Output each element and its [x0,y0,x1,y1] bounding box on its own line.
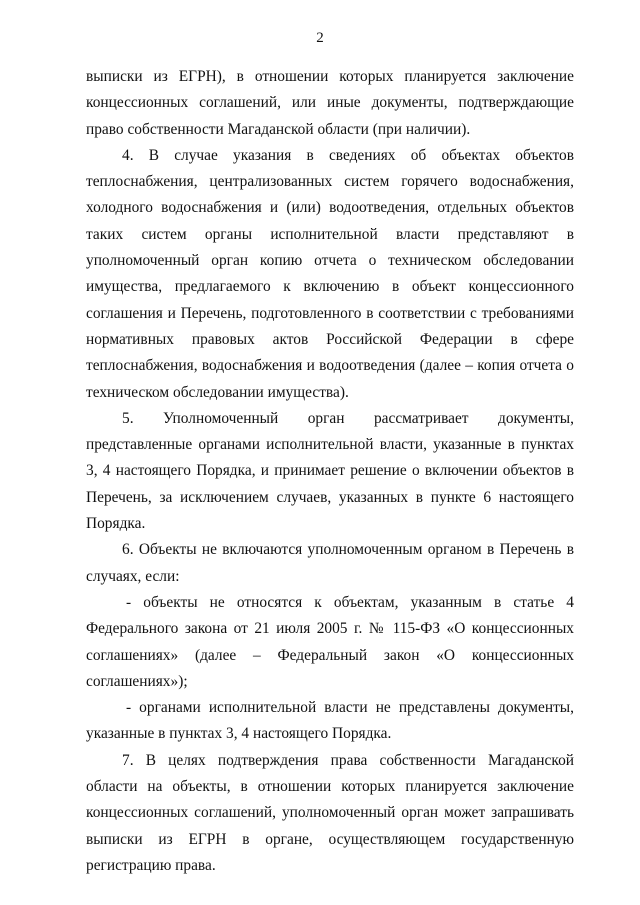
paragraph-continuation: выписки из ЕГРН), в отношении которых планируется заключение концессионных соглашений, или иные документы, подтверждающие право собственности Магаданской области (при наличии). [86,68,574,138]
page-number: 2 [316,30,324,46]
paragraph-item-7: 7. В целях подтверждения права собственности Магаданской области на объекты, в отношении которых планируется заключение концессионных соглашений, уполномоченный орган может запрашивать выписки из ЕГРН в органе, осуществляющем государственную регистрацию права. [86,751,574,874]
paragraph-item-6-subitem-2: - органами исполнительной власти не представлены документы, указанные в пунктах 3, 4 настоящего Порядка. [86,699,574,743]
document-body [86,64,574,879]
paragraph-item-5: 5. Уполномоченный орган рассматривает документы, представленные органами исполнительной власти, указанные в пунктах 3, 4 настоящего Порядка, и принимает решение о включении объектов в Перечень, за исключением случаев, указанных в пункте 6 настоящего Порядка. [86,409,574,533]
paragraph-item-6: 6. Объекты не включаются уполномоченным органом в Перечень в случаях, если: [86,541,574,585]
paragraph-item-4: 4. В случае указания в сведениях об объектах объектов теплоснабжения, централизованных систем горячего водоснабжения, холодного водоснабжения и (или) водоотведения, отдельных объектов таких систем органы исполнительной власти представляют в уполномоченный орган копию отчета о техническом обследовании имущества, предлагаемого к включению в объект концессионного соглашения и Перечень, подготовленного в соответствии с требованиями нормативных правовых актов Российской Федерации в сфере теплоснабжения, водоснабжения и водоотведения (далее – копия отчета о техническом обследовании имущества). [86,146,574,401]
paragraph-item-6-subitem-1: - объекты не относятся к объектам, указанным в статье 4 Федерального закона от 21 июля 2005 г. № 115-ФЗ «О концессионных соглашениях» (далее – Федеральный закон «О концессионных соглашениях»); [86,593,574,690]
